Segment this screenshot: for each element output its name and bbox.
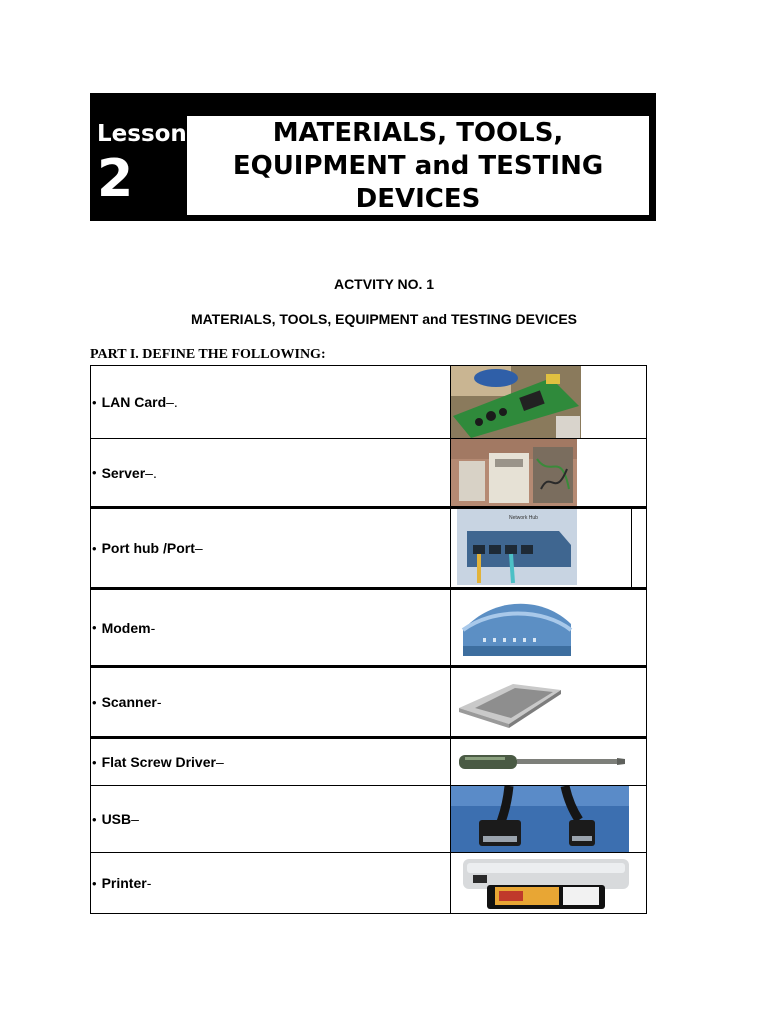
table-row bbox=[91, 665, 646, 736]
lesson-title-line: MATERIALS, TOOLS, bbox=[272, 118, 564, 148]
table-row bbox=[91, 736, 646, 785]
table-row bbox=[91, 506, 646, 587]
lesson-label: Lesson bbox=[97, 121, 187, 147]
bullet-icon: • bbox=[92, 620, 97, 635]
term-cell bbox=[91, 853, 451, 913]
term-label: Printer bbox=[101, 875, 147, 891]
lan-card-photo bbox=[451, 366, 581, 438]
modem-photo bbox=[453, 590, 577, 666]
term-label: Server bbox=[101, 464, 146, 481]
lesson-title-line: EQUIPMENT and TESTING bbox=[232, 151, 604, 181]
bullet-icon: • bbox=[92, 465, 97, 480]
term-suffix: –. bbox=[145, 464, 157, 481]
server-photo bbox=[451, 439, 577, 507]
term-label: LAN Card bbox=[101, 394, 167, 410]
term-label: Flat Screw Driver bbox=[101, 754, 216, 770]
term-suffix: – bbox=[215, 754, 224, 770]
term-cell bbox=[91, 439, 451, 506]
term-cell bbox=[91, 509, 451, 587]
printer-photo bbox=[453, 853, 633, 911]
table-row bbox=[91, 785, 646, 852]
term-suffix: – bbox=[194, 540, 203, 556]
activity-number: ACTVITY NO. 1 bbox=[333, 276, 435, 292]
term-label: USB bbox=[101, 811, 132, 827]
port-hub-photo bbox=[453, 509, 634, 587]
term-cell bbox=[91, 366, 451, 438]
term-suffix: –. bbox=[166, 394, 178, 410]
definitions-table bbox=[90, 365, 647, 914]
lesson-title-line: DEVICES bbox=[355, 184, 481, 214]
lesson-number: 2 bbox=[97, 149, 134, 209]
bullet-icon: • bbox=[92, 540, 97, 556]
table-row bbox=[91, 852, 646, 913]
term-suffix: - bbox=[146, 875, 152, 891]
table-row bbox=[91, 438, 646, 506]
table-row bbox=[91, 587, 646, 665]
bullet-icon: • bbox=[92, 811, 97, 827]
lesson-title bbox=[187, 116, 649, 216]
lesson-banner bbox=[90, 93, 656, 221]
bullet-icon: • bbox=[92, 694, 97, 710]
term-cell bbox=[91, 668, 451, 736]
bullet-icon: • bbox=[92, 754, 97, 770]
bullet-icon: • bbox=[92, 875, 97, 891]
term-cell bbox=[91, 739, 451, 785]
lesson-title-box bbox=[187, 116, 649, 215]
bullet-icon: • bbox=[92, 394, 97, 410]
term-suffix: - bbox=[156, 694, 162, 710]
activity-subtitle: MATERIALS, TOOLS, EQUIPMENT and TESTING DEVICES bbox=[190, 311, 578, 327]
part-heading: PART I. DEFINE THE FOLLOWING: bbox=[90, 347, 326, 362]
scanner-photo bbox=[453, 668, 569, 734]
term-cell bbox=[91, 786, 451, 852]
term-suffix: - bbox=[150, 619, 156, 636]
term-label: Port hub /Port bbox=[101, 540, 195, 556]
term-suffix: – bbox=[131, 811, 139, 827]
table-row bbox=[91, 366, 646, 438]
screwdriver-photo bbox=[453, 739, 629, 785]
term-cell bbox=[91, 590, 451, 665]
term-label: Scanner bbox=[101, 694, 157, 710]
svg-text:Network Hub: Network Hub bbox=[509, 515, 538, 521]
term-label: Modem bbox=[101, 619, 151, 636]
usb-cable-photo bbox=[451, 786, 629, 852]
